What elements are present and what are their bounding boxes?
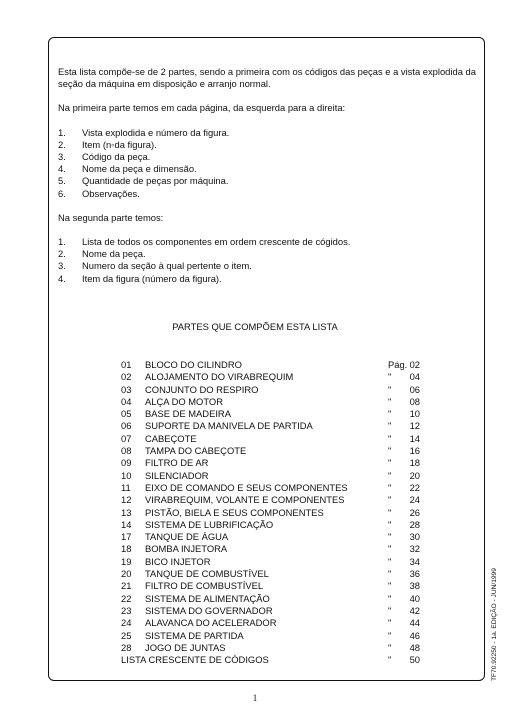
toc-page-mark: ": [388, 371, 392, 383]
toc-page-mark: ": [388, 543, 392, 555]
toc-name: BLOCO DO CILINDRO: [145, 359, 242, 370]
toc-name: FILTRO DE AR: [145, 457, 209, 469]
toc-name: ALOJAMENTO DO VIRABREQUIM: [145, 371, 294, 383]
toc-page: 08: [409, 395, 420, 407]
toc-code: 09: [121, 457, 132, 469]
toc-name: SUPORTE DA MANIVELA DE PARTIDA: [145, 420, 313, 432]
toc-page-mark: ": [388, 604, 392, 616]
toc-row: [121, 605, 420, 617]
list-item: [58, 188, 478, 200]
list-item: [58, 260, 478, 272]
toc-page: 32: [409, 543, 420, 555]
toc-code: 03: [121, 383, 132, 395]
toc-page: 16: [409, 445, 420, 457]
toc-name: SISTEMA DE PARTIDA: [145, 629, 244, 641]
toc-code: 24: [121, 617, 132, 629]
toc-row: [121, 470, 420, 482]
toc-page-mark: ": [388, 629, 392, 641]
list-number: 1.: [58, 236, 66, 248]
toc-name: JOGO DE JUNTAS: [145, 641, 226, 653]
list-number: 6.: [58, 187, 66, 199]
toc-name: ALÇA DO MOTOR: [145, 395, 223, 407]
document-edition-note: TF70.92250 - 1a. EDIÇÃO - JUN/1999: [491, 568, 498, 681]
list-text: Item da figura (número da figura).: [82, 272, 222, 284]
toc-row: [121, 359, 420, 371]
list-number: 1.: [58, 126, 66, 138]
toc-code: 19: [121, 555, 132, 567]
toc-page-mark: ": [388, 592, 392, 604]
toc-table: [121, 359, 420, 666]
toc-code: 10: [121, 469, 132, 481]
intro-paragraph-2: Na primeira parte temos em cada página, da esquerda para a direita:: [58, 102, 346, 114]
toc-page-mark: ": [388, 654, 392, 666]
toc-row: [121, 396, 420, 408]
toc-name: CONJUNTO DO RESPIRO: [145, 383, 259, 395]
toc-page-mark: ": [388, 531, 392, 543]
toc-code: 14: [121, 518, 132, 530]
toc-row: [121, 617, 420, 629]
toc-page: 22: [409, 481, 420, 493]
toc-page: 10: [409, 408, 420, 420]
toc-page: 34: [409, 555, 420, 567]
toc-code: 12: [121, 494, 132, 506]
list-item: [58, 236, 478, 248]
toc-name: BICO INJETOR: [145, 555, 211, 567]
toc-page-mark: ": [388, 481, 392, 493]
toc-row: [121, 630, 420, 642]
toc-name: SILENCIADOR: [145, 469, 209, 481]
toc-name: BOMBA INJETORA: [145, 543, 228, 555]
toc-code: 23: [121, 604, 132, 616]
list-text: Item (n◦da figura).: [82, 138, 157, 150]
toc-page: 36: [409, 568, 420, 580]
toc-page-mark: ": [388, 617, 392, 629]
toc-code: 11: [121, 481, 131, 493]
list-number: 2.: [58, 138, 66, 150]
toc-page: 42: [409, 604, 420, 616]
toc-page-mark: ": [388, 469, 392, 481]
list-text: Vista explodida e número da figura.: [82, 126, 230, 138]
list-text: Lista de todos os componentes em ordem crescente de cógidos.: [82, 236, 351, 248]
first-part-list: [58, 127, 478, 200]
list-number: 3.: [58, 260, 66, 272]
toc-name: PISTÃO, BIELA E SEUS COMPONENTES: [145, 506, 324, 518]
toc-page-mark: ": [388, 395, 392, 407]
toc-code: 07: [121, 432, 132, 444]
list-text: Observações.: [82, 187, 140, 199]
toc-row: [121, 593, 420, 605]
list-item: [58, 163, 478, 175]
toc-page: 40: [409, 592, 420, 604]
toc-name: SISTEMA DO GOVERNADOR: [145, 604, 273, 616]
toc-name: BASE DE MADEIRA: [145, 408, 231, 420]
list-number: 4.: [58, 272, 66, 284]
toc-row: [121, 408, 420, 420]
toc-code: 02: [121, 371, 132, 383]
toc-code: 22: [121, 592, 132, 604]
list-text: Quantidade de peças por máquina.: [82, 175, 229, 187]
toc-page: 14: [409, 432, 420, 444]
toc-row: [121, 445, 420, 457]
list-number: 5.: [58, 175, 66, 187]
toc-page: 02: [409, 359, 420, 370]
toc-name: CABEÇOTE: [145, 432, 197, 444]
toc-page-mark: ": [388, 580, 392, 592]
toc-page-mark: ": [388, 420, 392, 432]
toc-row: [121, 433, 420, 445]
toc-code: 01: [121, 359, 132, 370]
list-item: [58, 248, 478, 260]
list-item: [58, 139, 478, 151]
toc-page: 20: [409, 469, 420, 481]
toc-row-codes: [121, 654, 420, 666]
toc-row: [121, 384, 420, 396]
toc-page: 12: [409, 420, 420, 432]
toc-page: 04: [409, 371, 420, 383]
toc-code: 28: [121, 641, 132, 653]
toc-row: [121, 580, 420, 592]
toc-name: TAMPA DO CABEÇOTE: [145, 445, 247, 457]
toc-code: 20: [121, 568, 132, 580]
list-text: Numero da seção à qual pertente o item.: [82, 260, 252, 272]
toc-name: SISTEMA DE LUBRIFICAÇÃO: [145, 518, 274, 530]
toc-code: 18: [121, 543, 132, 555]
toc-name: LISTA CRESCENTE DE CÓDIGOS: [121, 654, 269, 666]
toc-row: [121, 531, 420, 543]
toc-page-mark: ": [388, 432, 392, 444]
toc-page: 18: [409, 457, 420, 469]
toc-name: ALAVANCA DO ACELERADOR: [145, 617, 277, 629]
toc-name: TANQUE DE COMBUSTÍVEL: [145, 568, 269, 580]
toc-row: [121, 371, 420, 383]
toc-code: 17: [121, 531, 132, 543]
intro-text: [58, 66, 478, 285]
toc-code: 25: [121, 629, 132, 641]
toc-page-mark: ": [388, 408, 392, 420]
toc-row: [121, 543, 420, 555]
toc-name: FILTRO DE COMBUSTÍVEL: [145, 580, 264, 592]
intro-paragraph-3: Na segunda parte temos:: [58, 211, 164, 223]
toc-name: EIXO DE COMANDO E SEUS COMPONENTES: [145, 481, 348, 493]
list-item: [58, 127, 478, 139]
list-number: 4.: [58, 163, 66, 175]
toc-page-mark: ": [388, 641, 392, 653]
toc-page: 28: [409, 518, 420, 530]
toc-page-mark: ": [388, 494, 392, 506]
page-number: 1: [252, 693, 258, 703]
toc-row: [121, 519, 420, 531]
toc-title: PARTES QUE COMPÕEM ESTA LISTA: [172, 321, 338, 332]
list-item: [58, 175, 478, 187]
toc-name: VIRABREQUIM, VOLANTE E COMPONENTES: [145, 494, 345, 506]
list-number: 2.: [58, 248, 66, 260]
toc-page-mark: ": [388, 506, 392, 518]
toc-code: 05: [121, 408, 132, 420]
toc-page: 46: [409, 629, 420, 641]
toc-page: 50: [409, 654, 420, 666]
toc-row: [121, 420, 420, 432]
toc-page: 30: [409, 531, 420, 543]
list-number: 3.: [58, 151, 66, 163]
toc-row: [121, 556, 420, 568]
toc-row: [121, 482, 420, 494]
toc-page-mark: ": [388, 457, 392, 469]
toc-page-mark: ": [388, 568, 392, 580]
toc-row: [121, 457, 420, 469]
toc-code: 21: [121, 580, 132, 592]
toc-row: [121, 507, 420, 519]
list-text: Código da peça.: [82, 151, 151, 163]
second-part-list: [58, 236, 478, 285]
toc-page: 48: [409, 641, 420, 653]
toc-page-mark: ": [388, 383, 392, 395]
toc-code: 08: [121, 445, 132, 457]
list-item: [58, 273, 478, 285]
toc-name: TANQUE DE ÁGUA: [145, 531, 229, 543]
toc-code: 13: [121, 506, 132, 518]
toc-page-mark: ": [388, 555, 392, 567]
intro-paragraph-1: Esta lista compõe-se de 2 partes, sendo a primeira com os códigos das peças e a vista explodida da seção da máquina em disposição e arranjo normal.: [58, 66, 476, 90]
list-item: [58, 151, 478, 163]
toc-page-mark: ": [388, 445, 392, 457]
toc-name: SISTEMA DE ALIMENTAÇÃO: [145, 592, 270, 604]
list-text: Nome da peça e dimensão.: [82, 163, 197, 175]
toc-page: 44: [409, 617, 420, 629]
toc-page: 38: [409, 580, 420, 592]
toc-page-mark: ": [388, 518, 392, 530]
toc-page-mark: Pág.: [388, 359, 408, 370]
toc-row: [121, 642, 420, 654]
toc-page: 26: [409, 506, 420, 518]
toc-row: [121, 494, 420, 506]
toc-code: 06: [121, 420, 132, 432]
toc-row: [121, 568, 420, 580]
toc-page: 24: [409, 494, 420, 506]
list-text: Nome da peça.: [82, 248, 146, 260]
toc-code: 04: [121, 395, 132, 407]
toc-page: 06: [409, 383, 420, 395]
